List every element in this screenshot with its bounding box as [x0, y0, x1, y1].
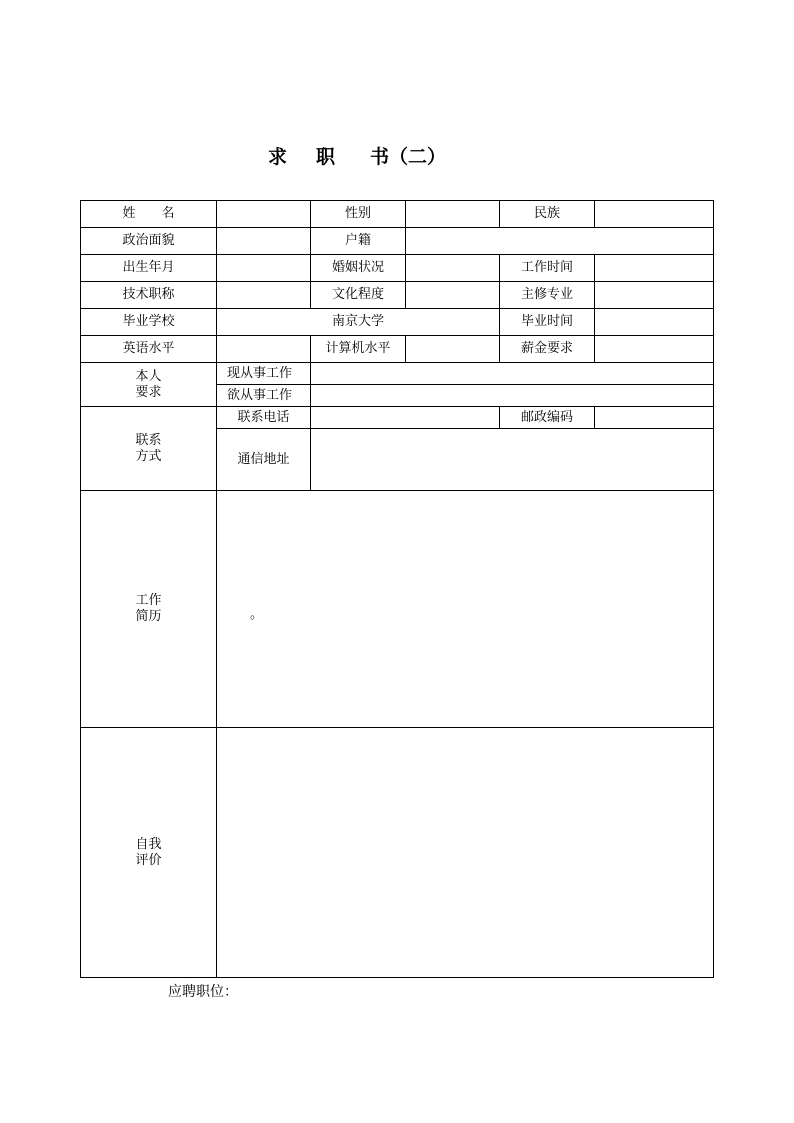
desired-job-field[interactable]	[311, 385, 714, 407]
gender-field[interactable]	[406, 201, 500, 228]
self-evaluation-label: 自我 评价	[81, 728, 217, 978]
birth-field[interactable]	[217, 255, 311, 282]
name-label: 姓 名	[81, 201, 217, 228]
resume-label: 工作 简历	[81, 491, 217, 728]
major-field[interactable]	[595, 282, 714, 309]
gender-label: 性别	[311, 201, 406, 228]
school-label: 毕业学校	[81, 309, 217, 336]
professional-title-field[interactable]	[217, 282, 311, 309]
education-label: 文化程度	[311, 282, 406, 309]
grad-time-label: 毕业时间	[500, 309, 595, 336]
salary-label: 薪金要求	[500, 336, 595, 363]
education-field[interactable]	[406, 282, 500, 309]
household-label: 户籍	[311, 228, 406, 255]
phone-label: 联系电话	[217, 407, 311, 429]
major-label: 主修专业	[500, 282, 595, 309]
postcode-field[interactable]	[595, 407, 714, 429]
current-job-label: 现从事工作	[217, 363, 311, 385]
work-time-field[interactable]	[595, 255, 714, 282]
ethnicity-field[interactable]	[595, 201, 714, 228]
marital-field[interactable]	[406, 255, 500, 282]
political-status-field[interactable]	[217, 228, 311, 255]
desired-job-label: 欲从事工作	[217, 385, 311, 407]
address-field[interactable]	[311, 429, 714, 491]
work-time-label: 工作时间	[500, 255, 595, 282]
marital-label: 婚姻状况	[311, 255, 406, 282]
birth-label: 出生年月	[81, 255, 217, 282]
computer-field[interactable]	[406, 336, 500, 363]
grad-time-field[interactable]	[595, 309, 714, 336]
ethnicity-label: 民族	[500, 201, 595, 228]
address-label: 通信地址	[217, 429, 311, 491]
title-char-3: 书（二）	[370, 146, 447, 168]
english-label: 英语水平	[81, 336, 217, 363]
current-job-field[interactable]	[311, 363, 714, 385]
position-applied-label: 应聘职位：	[168, 984, 238, 1000]
resume-mark: 。	[250, 607, 264, 622]
name-field[interactable]	[217, 201, 311, 228]
phone-field[interactable]	[311, 407, 500, 429]
page-title	[268, 142, 446, 169]
salary-field[interactable]	[595, 336, 714, 363]
english-field[interactable]	[217, 336, 311, 363]
title-char-1: 求	[268, 146, 288, 168]
professional-title-label: 技术职称	[81, 282, 217, 309]
contact-label: 联系 方式	[81, 407, 217, 491]
application-form-table	[80, 200, 714, 978]
postcode-label: 邮政编码	[500, 407, 595, 429]
computer-label: 计算机水平	[311, 336, 406, 363]
resume-field[interactable]	[217, 491, 714, 728]
school-field[interactable]: 南京大学	[217, 309, 500, 336]
title-char-2: 职	[316, 146, 336, 168]
self-evaluation-field[interactable]	[217, 728, 714, 978]
political-status-label: 政治面貌	[81, 228, 217, 255]
household-field[interactable]	[406, 228, 714, 255]
requirements-label: 本人 要求	[81, 363, 217, 407]
